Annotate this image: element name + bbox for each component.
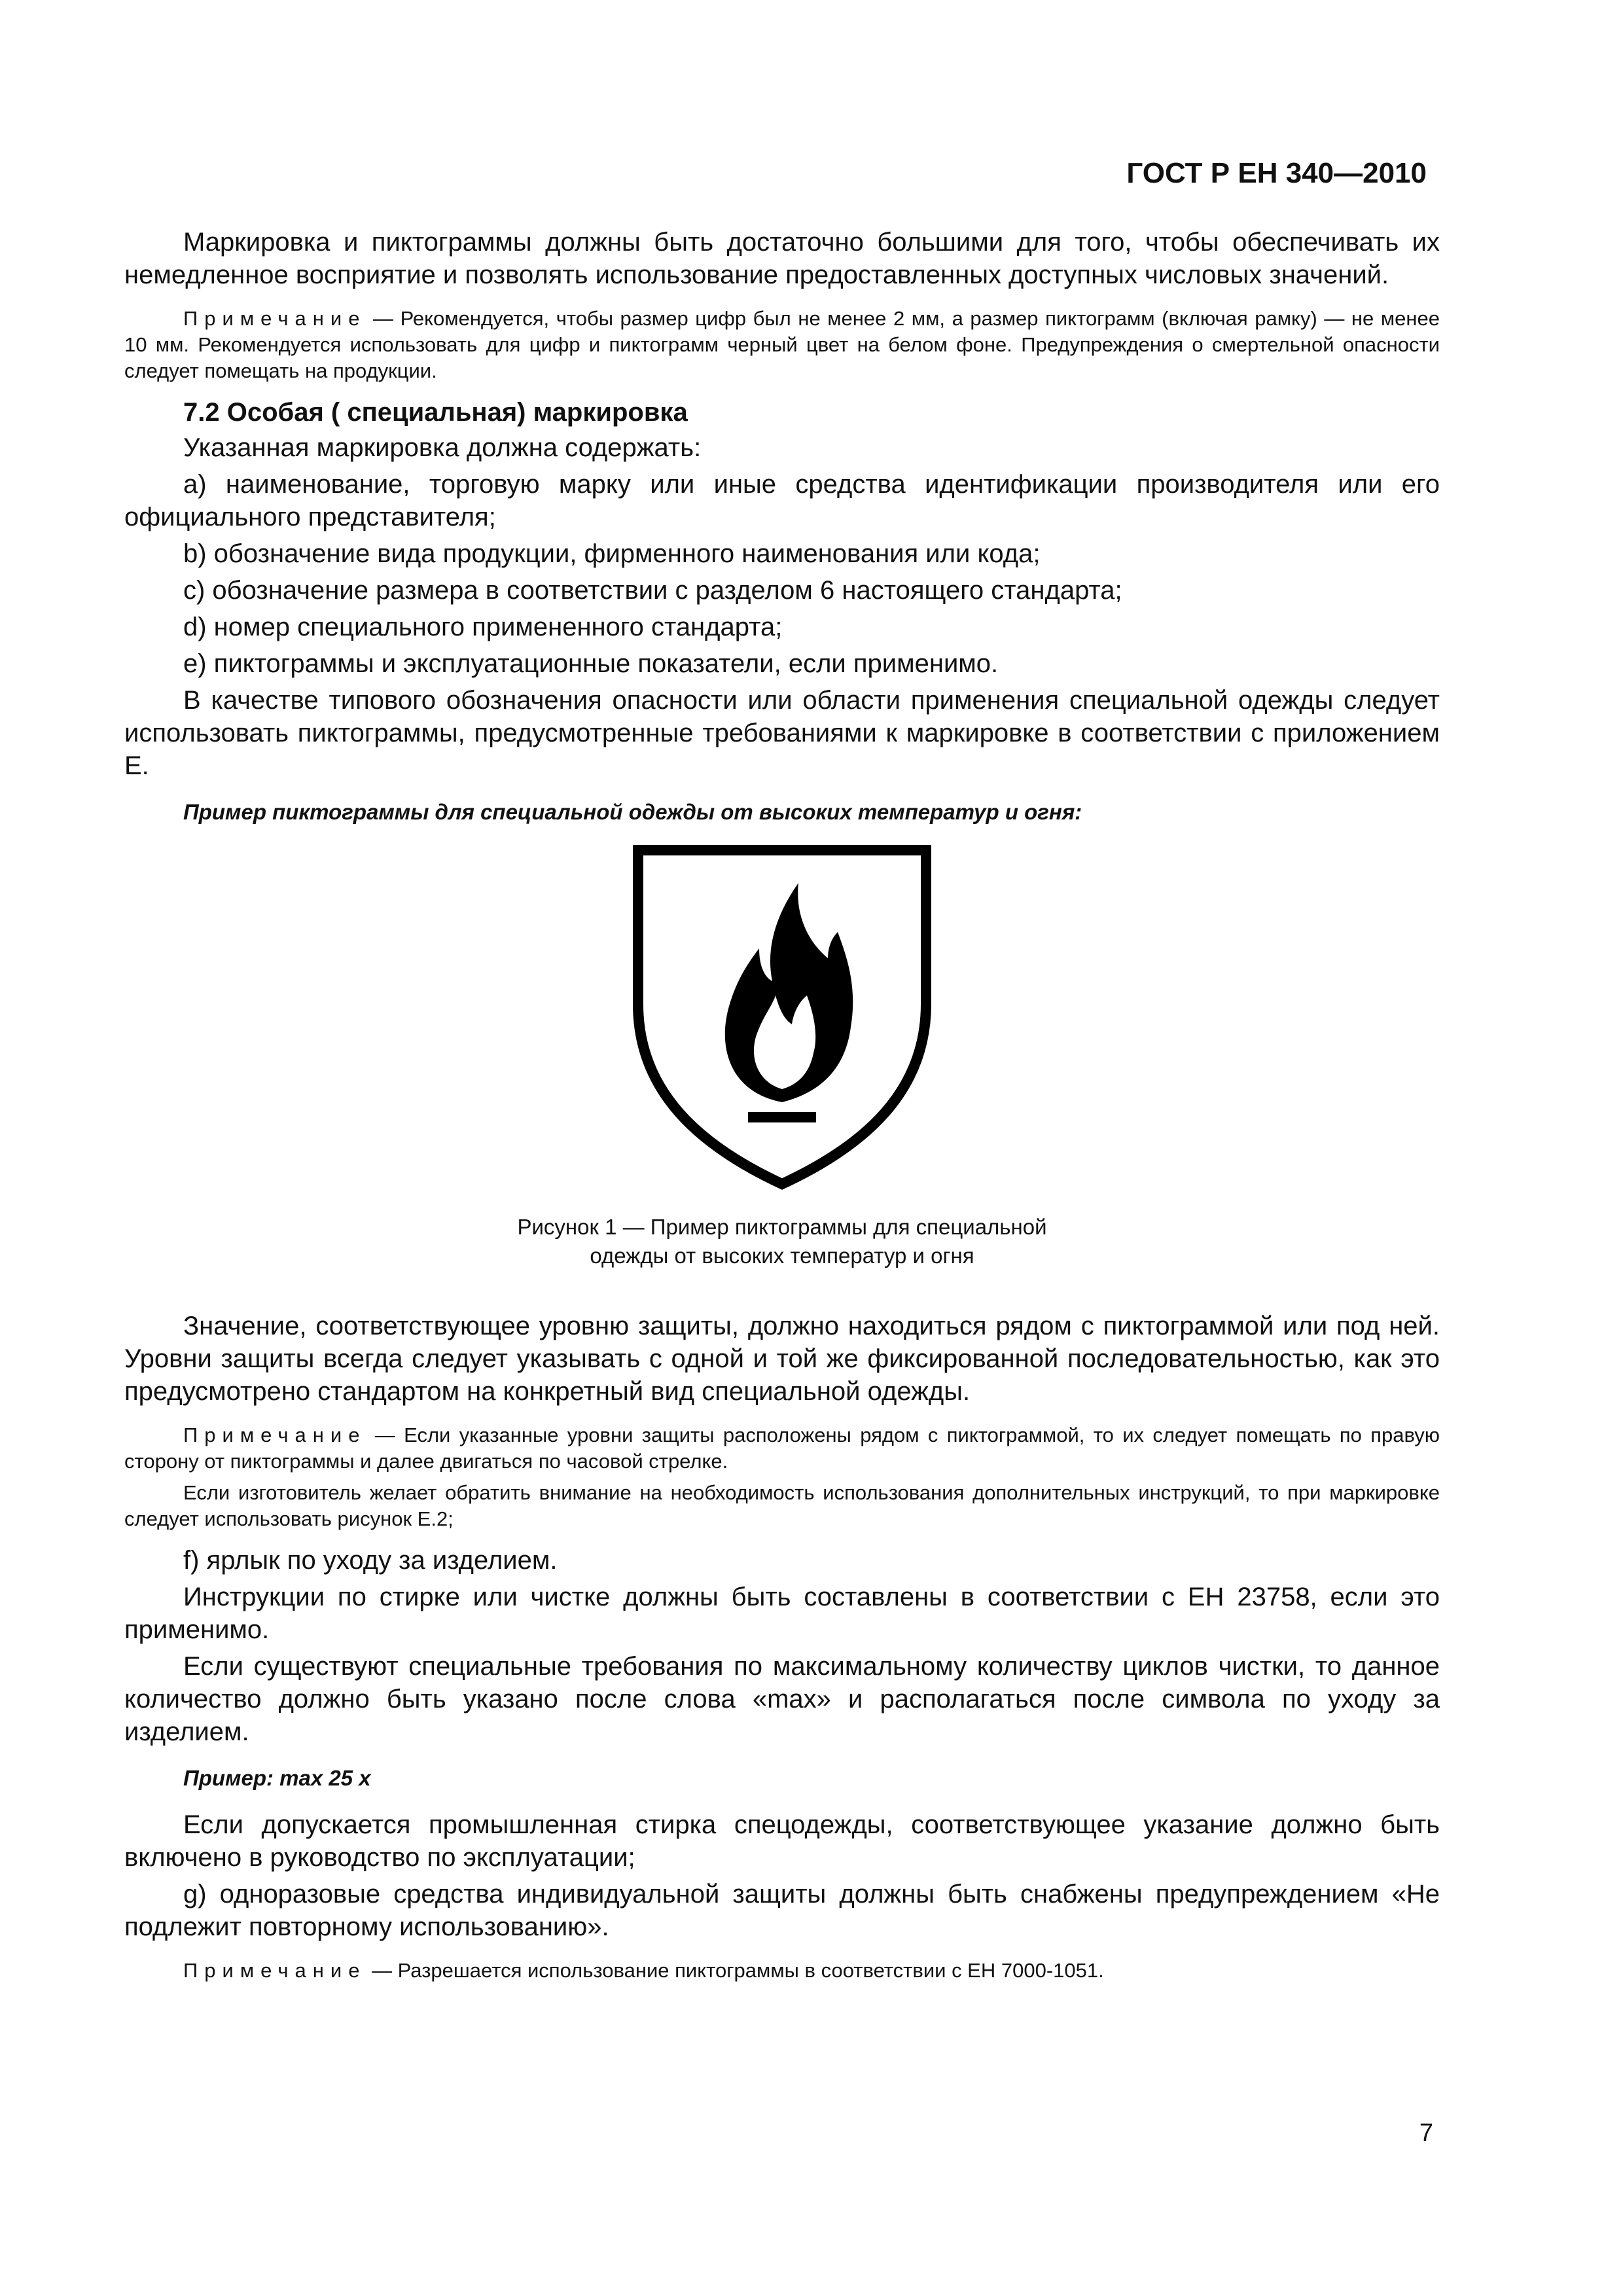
paragraph-industrial-washing: Если допускается промышленная стирка спецодежды, соответствующее указание должно быть включено в руководство по эксплуатации; <box>124 1810 1440 1872</box>
list-item-c: c) обозначение размера в соответствии с разделом 6 настоящего стандарта; <box>183 576 1122 605</box>
flame-in-shield-icon <box>631 844 933 1191</box>
note-label: Примечание <box>183 1424 366 1446</box>
page-number: 7 <box>1419 2119 1433 2147</box>
note-2 <box>124 1422 1440 1475</box>
list-intro: Указанная маркировка должна содержать: <box>183 433 702 462</box>
note-3 <box>124 1958 1440 1984</box>
flame-shape <box>725 883 853 1102</box>
note-1 <box>124 306 1440 384</box>
figure-caption-line1: Рисунок 1 — Пример пиктограммы для специальной <box>517 1215 1047 1239</box>
shield-outline <box>638 850 926 1184</box>
paragraph-washing-instructions: Инструкции по стирке или чистке должны быть составлены в соответствии с ЕН 23758, если это применимо. <box>124 1583 1440 1644</box>
list-item-d: d) номер специального примененного стандарта; <box>183 613 783 641</box>
paragraph-marking-size: Маркировка и пиктограммы должны быть достаточно большими для того, чтобы обеспечивать их немедленное восприятие и позволять использование предоставленных доступных числовых значений. <box>124 228 1440 289</box>
figure-caption-line2: одежды от высоких температур и огня <box>590 1244 974 1268</box>
list-item-a: a) наименование, торговую марку или иные средства идентификации производителя или его официального представителя; <box>124 470 1440 531</box>
paragraph-max-cycles: Если существуют специальные требования по максимальному количеству циклов чистки, то данное количество должно быть указано после слова «max» и располагаться после символа по уходу за изделием. <box>124 1652 1440 1746</box>
document-header-id: ГОСТ Р ЕН 340—2010 <box>1126 157 1427 189</box>
figure-1 <box>124 844 1440 1310</box>
burner-base <box>748 1112 816 1122</box>
figure-caption <box>517 1213 1046 1270</box>
paragraph-protection-levels: Значение, соответствующее уровню защиты, должно находиться рядом с пиктограммой или под ней. Уровни защиты всегда следует указывать с одной и той же фиксированной последовательностью, как это предусмотрено стандартом на конкретный вид специальной одежды. <box>124 1312 1440 1406</box>
note-text: — Рекомендуется, чтобы размер цифр был не менее 2 мм, а размер пиктограмм (включая рамку) — не менее 10 мм. Рекомендуется использовать для цифр и пиктограмм черный цвет на белом фоне. Предупреждения о смертельной опасности следует помещать на продукции. <box>124 307 1440 382</box>
document-body <box>124 226 1440 1996</box>
note-text: — Разрешается использование пиктограммы в соответствии с ЕН 7000-1051. <box>366 1959 1104 1982</box>
list-item-f: f) ярлык по уходу за изделием. <box>183 1546 558 1575</box>
list-item-g: g) одноразовые средства индивидуальной защиты должны быть снабжены предупреждением «Не подлежит повторному использованию». <box>124 1880 1440 1941</box>
note-2-continuation: Если изготовитель желает обратить внимание на необходимость использования дополнительных инструкций, то при маркировке следует использовать рисунок Е.2; <box>124 1481 1440 1530</box>
note-text: — Если указанные уровни защиты расположены рядом с пиктограммой, то их следует помещать по правую сторону от пиктограммы и далее двигаться по часовой стрелке. <box>124 1424 1440 1473</box>
list-item-b: b) обозначение вида продукции, фирменного наименования или кода; <box>183 539 1041 568</box>
section-heading-7-2: 7.2 Особая ( специальная) маркировка <box>183 398 688 427</box>
note-label: Примечание <box>183 307 366 330</box>
example-heading-pictogram: Пример пиктограммы для специальной одежды от высоких температур и огня: <box>183 800 1082 824</box>
list-item-e: e) пиктограммы и эксплуатационные показатели, если применимо. <box>183 649 999 678</box>
paragraph-pictograms-annex: В качестве типового обозначения опасности или области применения специальной одежды следует использовать пиктограммы, предусмотренные требованиями к маркировке в соответствии с приложением Е. <box>124 686 1440 780</box>
example-max-cycles: Пример: max 25 x <box>183 1766 371 1790</box>
note-label: Примечание <box>183 1959 366 1982</box>
